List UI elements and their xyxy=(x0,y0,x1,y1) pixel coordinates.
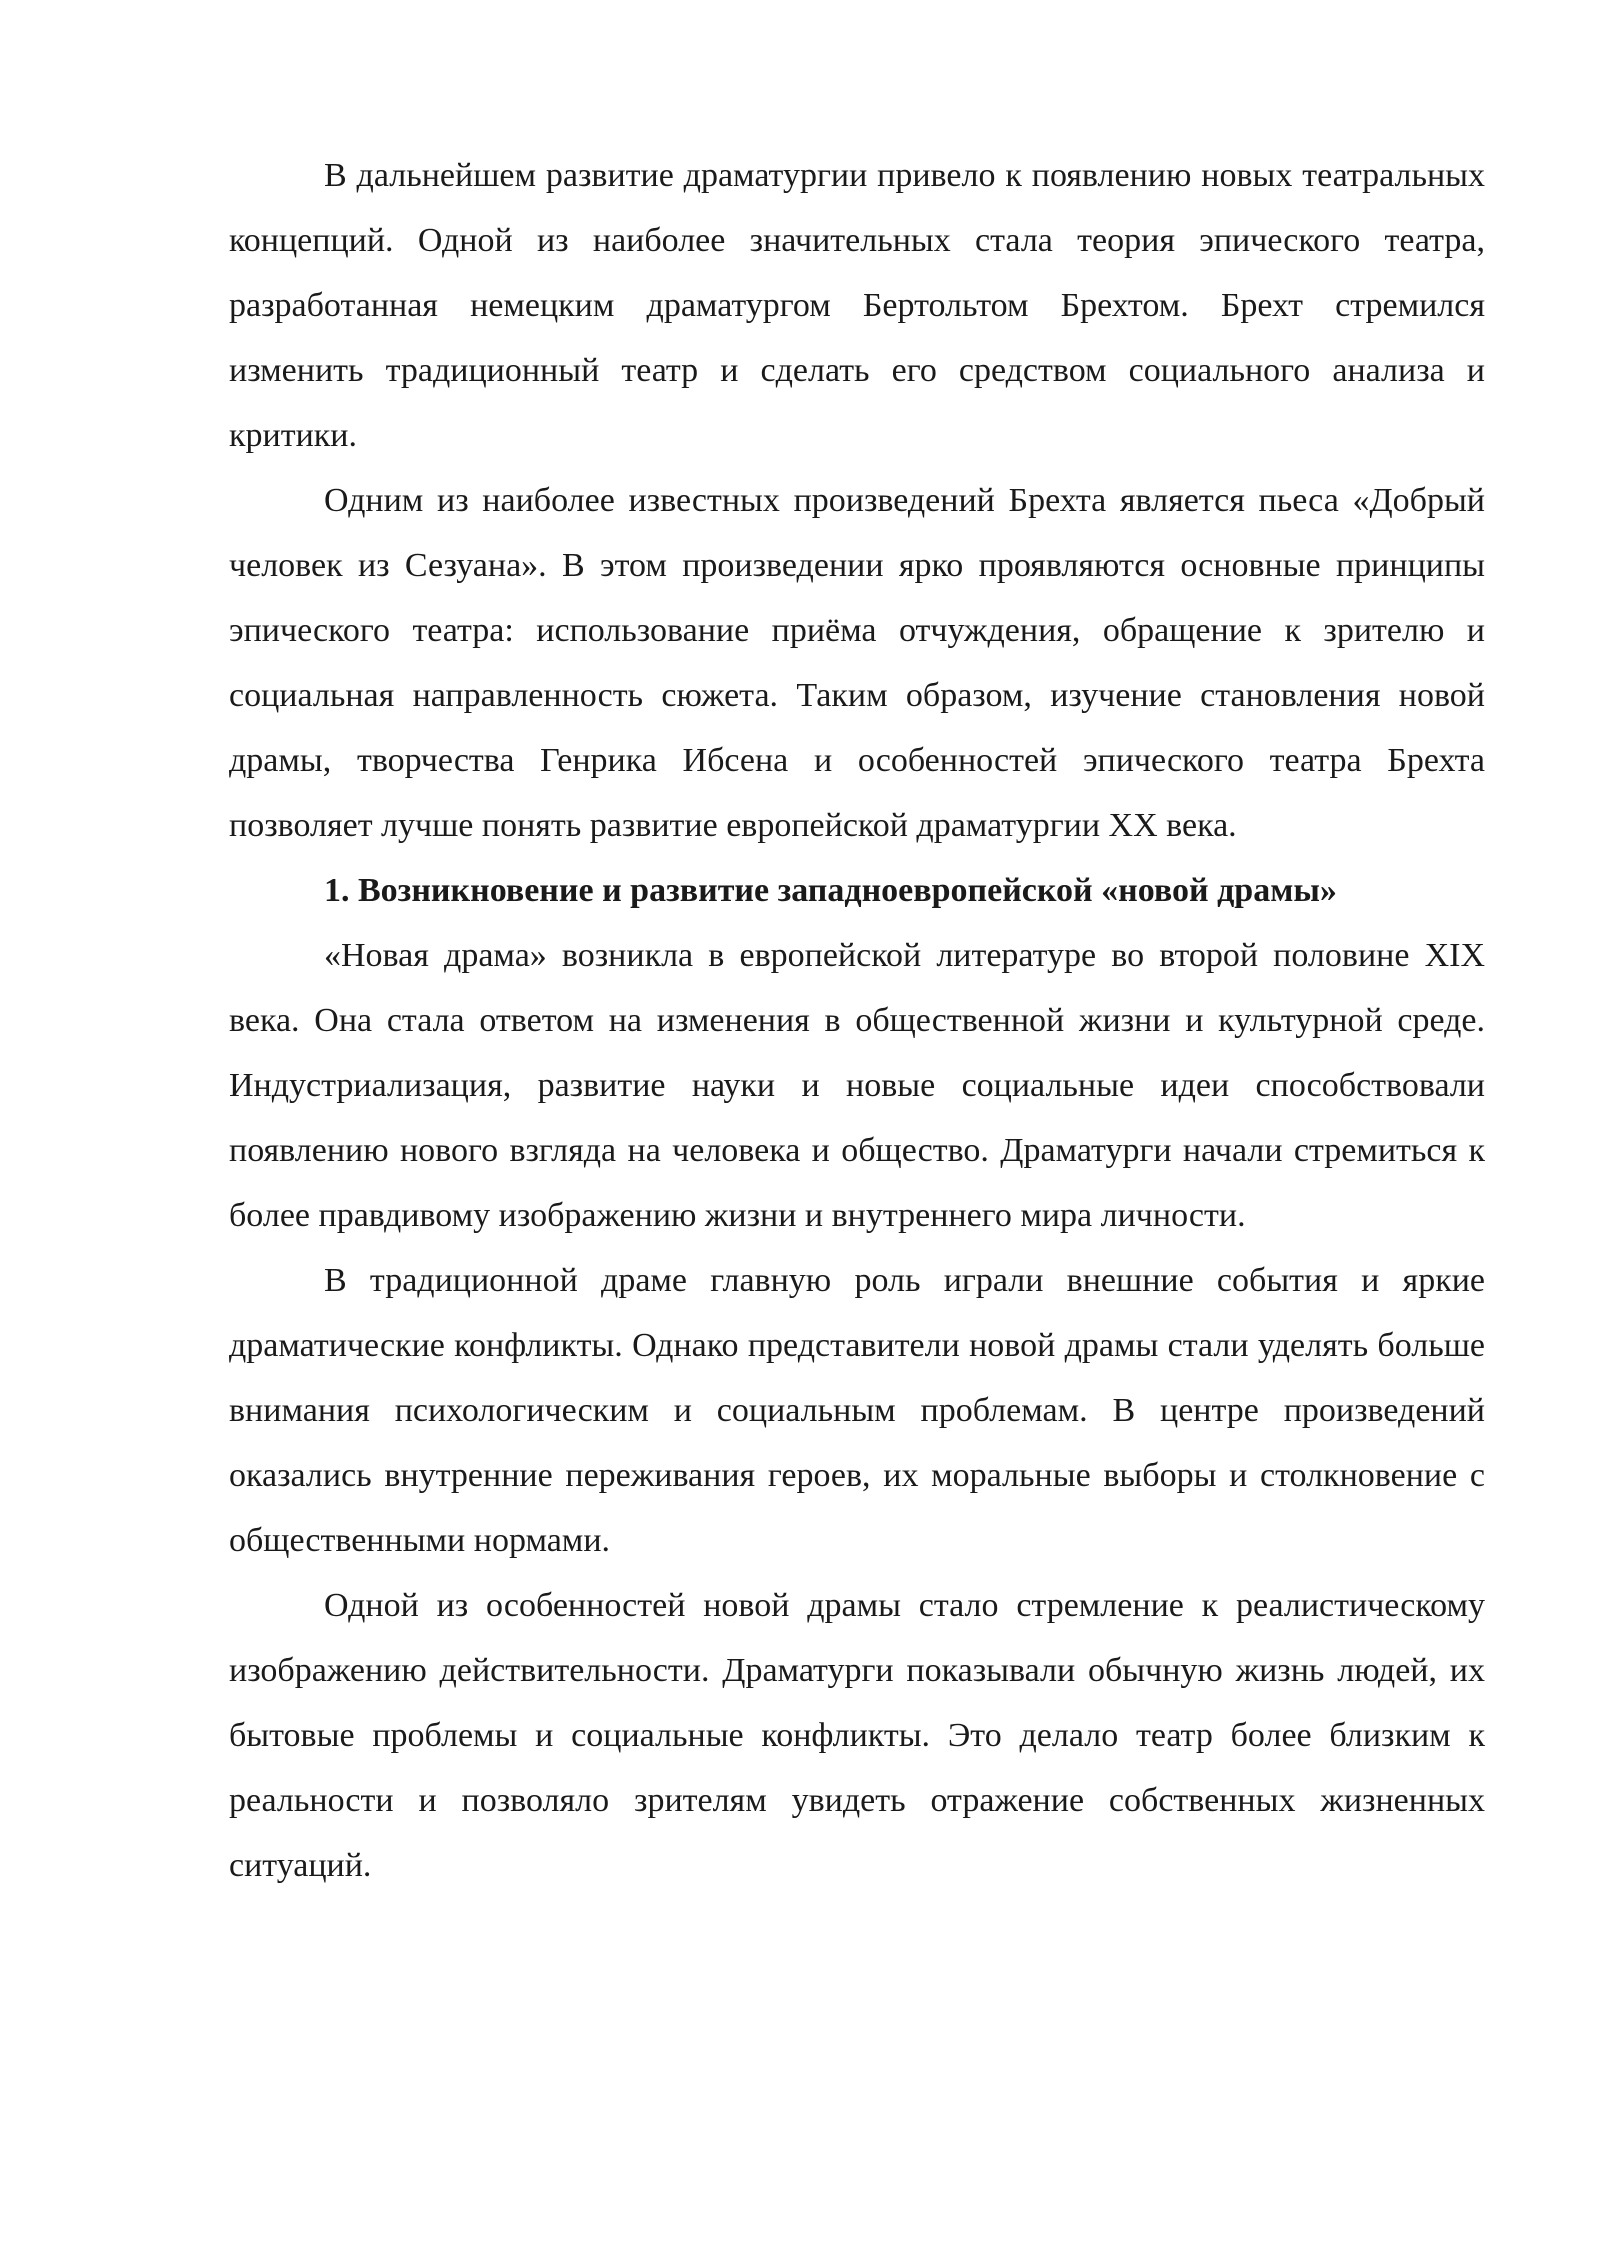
paragraph-realism: Одной из особенностей новой драмы стало стремление к реалистическому изображению действительности. Драматурги показывали обычную жизнь людей, их бытовые проблемы и социальные конфликты. Это делало театр более близким к реальности и позволяло зрителям увидеть отражение собственных жизненных ситуаций. xyxy=(229,1587,1485,1884)
paragraph-traditional-drama: В традиционной драме главную роль играли внешние события и яркие драматические конфликты. Однако представители новой драмы стали уделять больше внимания психологическим и социальным проблемам. В центре произведений оказались внутренние переживания героев, их моральные выборы и столкновение с общественными нормами. xyxy=(229,1262,1485,1559)
paragraph-new-drama-origin: «Новая драма» возникла в европейской литературе во второй половине XIX века. Она стала ответом на изменения в общественной жизни и культурной среде. Индустриализация, развитие науки и новые социальные идеи способствовали появлению нового взгляда на человека и общество. Драматурги начали стремиться к более правдивому изображению жизни и внутреннего мира личности. xyxy=(229,937,1485,1234)
paragraph-epic-theatre-intro: В дальнейшем развитие драматургии привело к появлению новых театральных концепций. Одной из наиболее значительных стала теория эпического театра, разработанная немецким драматургом Бертольтом Брехтом. Брехт стремился изменить традиционный театр и сделать его средством социального анализа и критики. xyxy=(229,157,1485,454)
section-heading: 1. Возникновение и развитие западноевропейской «новой драмы» xyxy=(324,872,1337,909)
document-body xyxy=(229,143,1485,1898)
paragraph-good-person-of-szechwan: Одним из наиболее известных произведений Брехта является пьеса «Добрый человек из Сезуана». В этом произведении ярко проявляются основные принципы эпического театра: использование приёма отчуждения, обращение к зрителю и социальная направленность сюжета. Таким образом, изучение становления новой драмы, творчества Генрика Ибсена и особенностей эпического театра Брехта позволяет лучше понять развитие европейской драматургии XX века. xyxy=(229,482,1485,844)
